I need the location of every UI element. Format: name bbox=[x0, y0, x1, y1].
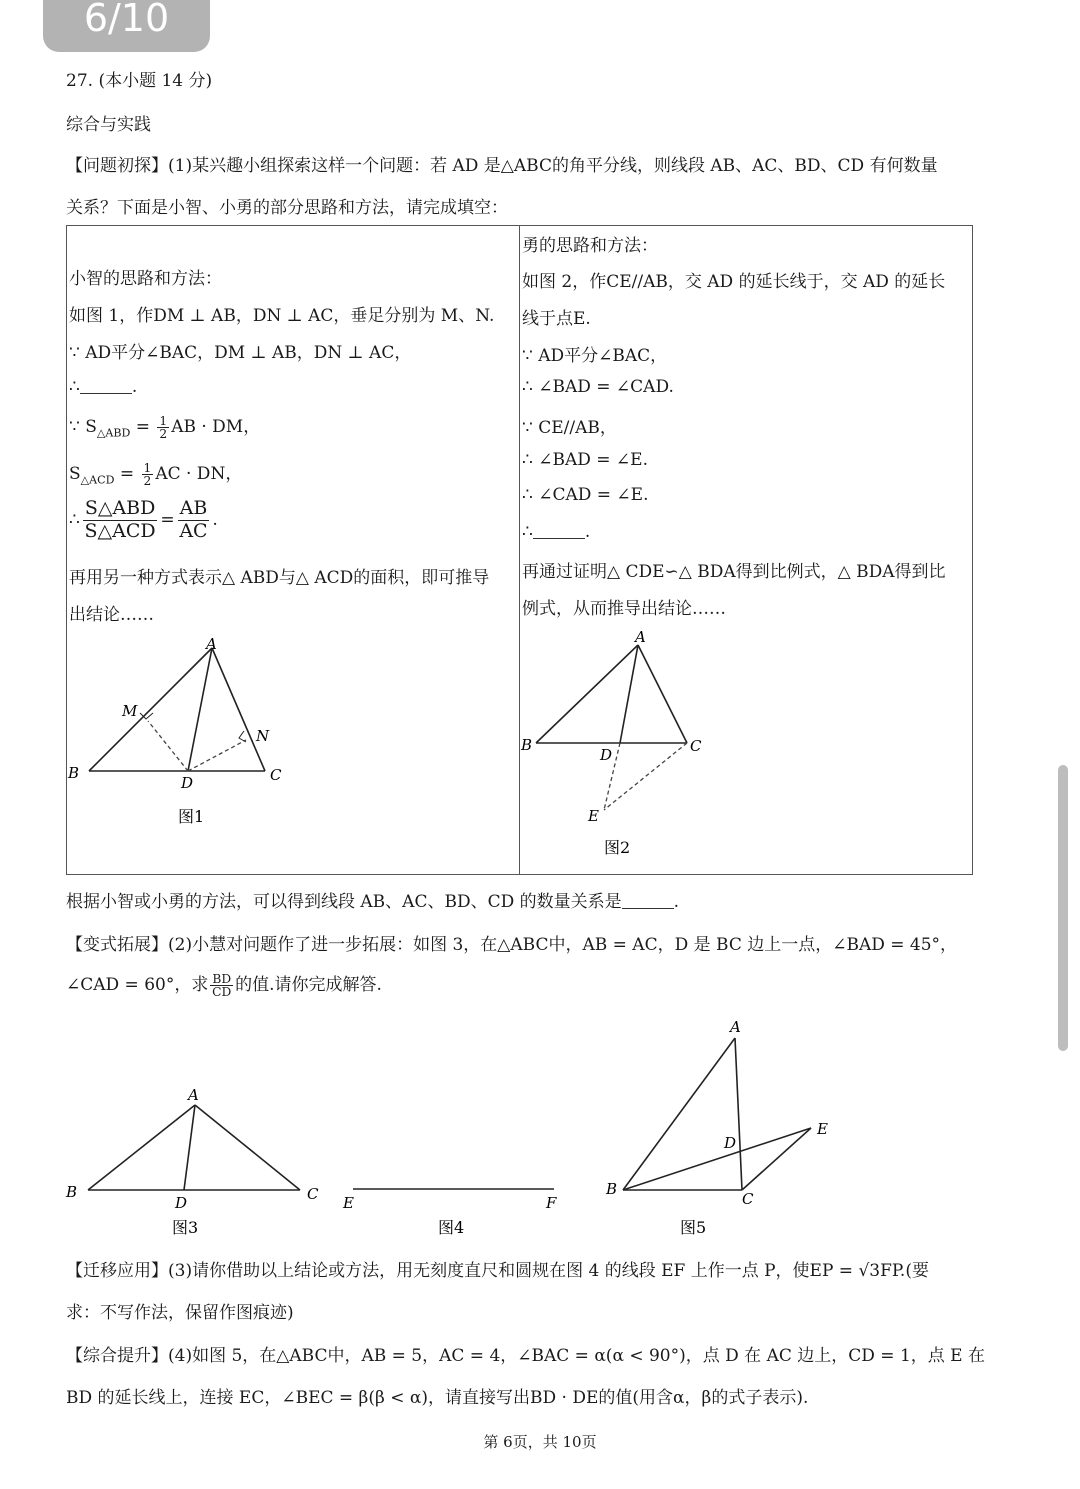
label-d: D bbox=[175, 1194, 188, 1212]
segment-ac bbox=[735, 1038, 742, 1190]
label-c: C bbox=[690, 737, 702, 755]
text: ∠CAD = 60°，求 bbox=[66, 975, 209, 995]
therefore-symbol: ∴ bbox=[522, 522, 533, 542]
right-line-7: ∴ ∠BAD = ∠E. bbox=[522, 450, 648, 470]
part2-line1: 【变式拓展】(2)小慧对问题作了进一步拓展：如图 3，在△ABC中，AB = AC，D 是 BC 边上一点，∠BAD = 45°， bbox=[66, 935, 958, 955]
text: = bbox=[114, 464, 140, 484]
label-e: E bbox=[343, 1194, 354, 1212]
label-m: M bbox=[122, 702, 138, 720]
left-line-5 bbox=[69, 412, 260, 440]
fraction-half bbox=[157, 415, 169, 440]
right-line-8: ∴ ∠CAD = ∠E. bbox=[522, 485, 649, 505]
label-b: B bbox=[68, 764, 80, 782]
part2-line2 bbox=[66, 970, 382, 998]
left-line-6 bbox=[69, 459, 242, 487]
therefore-symbol: ∴ bbox=[69, 509, 80, 530]
denominator: AC bbox=[179, 519, 208, 542]
label-a: A bbox=[730, 1018, 741, 1036]
text: AB · DM， bbox=[171, 417, 261, 437]
label-n: N bbox=[256, 727, 270, 745]
label-c: C bbox=[307, 1185, 319, 1203]
label-e: E bbox=[817, 1120, 828, 1138]
page-indicator-badge bbox=[43, 0, 210, 52]
right-line-6: ∵ CE//AB， bbox=[522, 418, 617, 438]
text: = bbox=[130, 417, 156, 437]
right-line-10: 再通过证明△ CDE∽△ BDA得到比例式，△ BDA得到比 bbox=[522, 562, 946, 582]
part1-line1: 【问题初探】(1)某兴趣小组探索这样一个问题：若 AD 是△ABC的角平分线，则线段 AB、AC、BD、CD 有何数量 bbox=[66, 156, 938, 176]
figure-2-caption: 图2 bbox=[604, 838, 631, 857]
denominator: 2 bbox=[159, 427, 168, 441]
segment-ab bbox=[89, 648, 212, 771]
part4-line2: BD 的延长线上，连接 EC，∠BEC = β(β < α)，请直接写出BD · DE的值(用含α，β的式子表示). bbox=[66, 1388, 809, 1408]
figure-3-diagram bbox=[65, 1086, 319, 1237]
segment-ac bbox=[195, 1105, 300, 1190]
therefore-symbol: ∴ bbox=[69, 377, 80, 397]
segment-ab bbox=[88, 1105, 195, 1190]
left-line-9: 出结论…… bbox=[69, 605, 154, 625]
figure-1-diagram bbox=[66, 630, 306, 830]
figure-3-caption: 图3 bbox=[172, 1218, 199, 1237]
left-line-1: 小智的思路和方法： bbox=[69, 269, 222, 289]
part1-line2: 关系？下面是小智、小勇的部分思路和方法，请完成填空： bbox=[66, 198, 508, 218]
figure-1-caption: 图1 bbox=[178, 807, 205, 826]
denominator: 2 bbox=[143, 474, 152, 488]
label-b: B bbox=[606, 1180, 618, 1198]
figure-4-diagram bbox=[342, 1189, 557, 1237]
fraction-bd-cd bbox=[210, 973, 233, 998]
label-c: C bbox=[742, 1190, 754, 1208]
text: ∵ S bbox=[69, 417, 97, 437]
label-b: B bbox=[66, 1183, 78, 1201]
period: . bbox=[212, 509, 218, 530]
side-ratio-fraction bbox=[178, 498, 210, 543]
fill-blank-3[interactable] bbox=[622, 891, 674, 909]
segment-ce bbox=[742, 1128, 811, 1190]
part3-line1 bbox=[66, 1256, 929, 1281]
label-d: D bbox=[181, 774, 194, 792]
fill-blank-2[interactable] bbox=[533, 521, 585, 539]
page-footer: 第 6页，共 10页 bbox=[483, 1433, 597, 1451]
segment-ac bbox=[212, 648, 265, 771]
left-line-3: ∵ AD平分∠BAC，DM ⊥ AB，DN ⊥ AC， bbox=[69, 343, 412, 363]
left-line-7 bbox=[69, 498, 218, 543]
left-line-4 bbox=[69, 376, 137, 397]
area-ratio-fraction bbox=[83, 498, 158, 543]
figures-3-4-5 bbox=[60, 1010, 980, 1242]
segment-be bbox=[623, 1128, 811, 1190]
fraction-half bbox=[142, 462, 154, 487]
period: . bbox=[131, 377, 138, 397]
page-indicator-text: 6/10 bbox=[83, 0, 170, 40]
part4-line1: 【综合提升】(4)如图 5，在△ABC中，AB = 5，AC = 4，∠BAC = α(α < 90°)，点 D 在 AC 边上，CD = 1，点 E 在 bbox=[66, 1346, 985, 1366]
left-line-8: 再用另一种方式表示△ ABD与△ ACD的面积，即可推导 bbox=[69, 568, 490, 588]
right-line-2: 如图 2，作CE//AB，交 AD 的延长线于，交 AD 的延长 bbox=[522, 272, 946, 292]
text: S bbox=[69, 464, 81, 484]
label-a: A bbox=[206, 635, 217, 653]
segment-ad bbox=[184, 1105, 195, 1190]
figure-4-caption: 图4 bbox=[438, 1218, 465, 1237]
fill-blank-1[interactable] bbox=[80, 376, 132, 394]
text: FP.(要 bbox=[880, 1261, 929, 1281]
equals: = bbox=[160, 509, 175, 530]
label-a: A bbox=[188, 1086, 199, 1104]
figure-2-diagram bbox=[518, 620, 738, 860]
segment-ab bbox=[623, 1038, 735, 1190]
denominator: CD bbox=[212, 985, 232, 999]
right-line-4: ∵ AD平分∠BAC， bbox=[522, 346, 668, 366]
label-d: D bbox=[600, 746, 613, 764]
text: 【迁移应用】(3)请你借助以上结论或方法，用无刻度直尺和圆规在图 4 的线段 EF 上作一点 P，使EP = bbox=[66, 1261, 859, 1281]
label-c: C bbox=[270, 766, 282, 784]
segment-dn-dashed bbox=[188, 740, 246, 771]
conclusion-text: 根据小智或小勇的方法，可以得到线段 AB、AC、BD、CD 的数量关系是 bbox=[66, 892, 622, 912]
label-e: E bbox=[588, 807, 599, 825]
label-b: B bbox=[521, 736, 533, 754]
numerator: S△ABD bbox=[84, 497, 156, 519]
sqrt-three: √3 bbox=[858, 1261, 881, 1281]
right-line-9 bbox=[522, 521, 590, 542]
text: 的值.请你完成解答. bbox=[235, 975, 382, 995]
numerator: 1 bbox=[143, 460, 152, 475]
right-line-3: 线于点E. bbox=[522, 309, 591, 329]
numerator: BD bbox=[212, 971, 232, 986]
segment-ac bbox=[638, 645, 687, 743]
subscript: △ACD bbox=[80, 473, 115, 487]
part3-line2: 求：不写作法，保留作图痕迹) bbox=[66, 1303, 294, 1323]
segment-ce-dashed bbox=[604, 743, 687, 810]
figure-5-diagram bbox=[605, 1018, 828, 1237]
right-line-1: 勇的思路和方法： bbox=[522, 236, 658, 256]
text: AC · DN， bbox=[155, 464, 243, 484]
section-title: 综合与实践 bbox=[66, 115, 151, 135]
right-line-5: ∴ ∠BAD = ∠CAD. bbox=[522, 377, 674, 397]
right-line-11: 例式，从而推导出结论…… bbox=[522, 599, 726, 619]
segment-ad bbox=[188, 648, 212, 771]
question-header: 27. (本小题 14 分) bbox=[66, 71, 213, 91]
left-line-2: 如图 1，作DM ⊥ AB，DN ⊥ AC，垂足分别为 M、N. bbox=[69, 306, 495, 326]
denominator: S△ACD bbox=[84, 519, 156, 542]
scrollbar-thumb[interactable] bbox=[1058, 765, 1068, 1051]
label-d: D bbox=[724, 1134, 737, 1152]
period: . bbox=[673, 892, 680, 912]
numerator: 1 bbox=[159, 413, 168, 428]
subscript: △ABD bbox=[96, 426, 131, 440]
segment-dm-dashed bbox=[148, 721, 188, 771]
numerator: AB bbox=[179, 497, 208, 519]
label-a: A bbox=[635, 628, 646, 646]
figure-5-caption: 图5 bbox=[680, 1218, 707, 1237]
label-f: F bbox=[546, 1194, 557, 1212]
conclusion-line bbox=[66, 887, 679, 912]
period: . bbox=[584, 522, 591, 542]
